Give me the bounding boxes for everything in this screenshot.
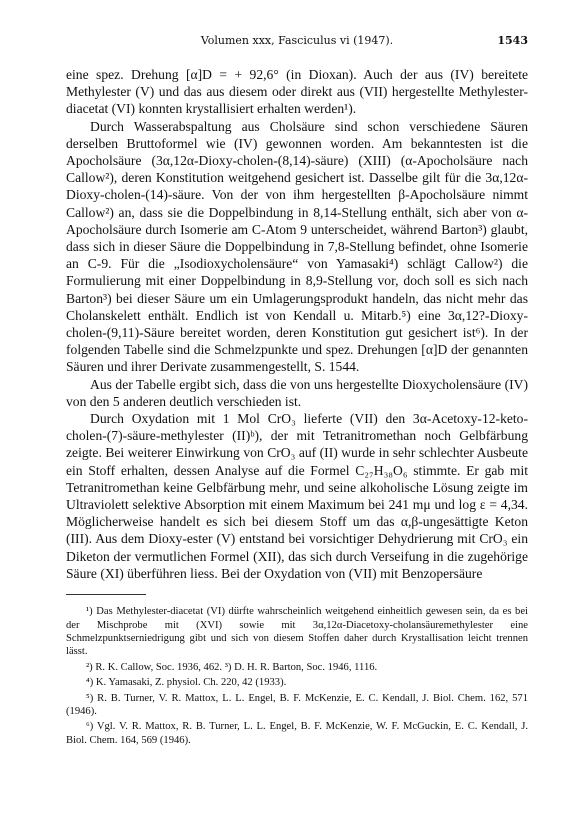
running-title: Volumen xxx, Fasciculus vi (1947). <box>200 34 394 47</box>
footnotes <box>66 605 528 747</box>
footnote: ⁶) Vgl. V. R. Mattox, R. B. Turner, L. L. Engel, B. F. McKenzie, W. F. McGuckin, E. C. Kendall, J. Biol. Chem. 164, 569 (1946). <box>66 721 528 746</box>
footnote: ¹) Das Methylester-diacetat (VI) dürfte wahrscheinlich weitgehend einheitlich gewesen sein, da es bei der Mischprobe mit (XVI) sowie mit 3α,12α-Diacetoxy-cholansäuremethylester eine Schmelzpunktserniedrigung gibt und sich von diesem Stoffen daher durch Krystallisation leicht trennen lässt. <box>66 606 528 658</box>
paragraph: Durch Oxydation mit 1 Mol CrO₃ lieferte (VII) den 3α-Acetoxy-12-keto-cholen-(7)-säure-methylester (II)ᵇ), der mit Tetranitromethan noch Gelbfärbung zeigte. Bei weiterer Einwirkung von CrO₃ auf (II) wurde in sehr schlechter Ausbeute ein Stoff erhalten, dessen Analyse auf die Formel C₂₇H₃₈O₆ stimmte. Er gab mit Tetranitromethan keine Gelbfärbung mehr, und seine alkoholische Lösung zeigte im Ultraviolett selektive Absorption mit einem Maximum bei 241 mμ und log ε = 4,34. Möglicherweise handelt es sich bei diesem Stoff um das α,β-ungesättigte Keton (III). Aus dem Dioxy-ester (V) entstand bei vorsichtiger Dehydrierung mit CrO₃ ein Diketon der vermutlichen Formel (XII), das sich durch Verseifung in die zugehörige Säure (XI) überführen liess. Bei der Oxydation von (VII) mit Benzopersäure <box>66 411 528 581</box>
paragraph: Durch Wasserabspaltung aus Cholsäure sind schon verschiedene Säuren derselben Bruttoformel wie (IV) gewonnen worden. Am bekanntesten ist die Apocholsäure (3α,12α-Dioxy-cholen-(8,14)-säure) (XIII) (α-Apocholsäure nach Callow²), deren Konstitution weitgehend gesichert ist. Dasselbe gilt für die 3α,12α-Dioxy-cholen-(14)-säure. Von der von ihm hergestellten β-Apocholsäure nimmt Callow²) an, dass sie die Doppelbindung in 8,14-Stellung enthält, sich aber von α-Apocholsäure durch Isomerie am C-Atom 9 unterscheidet, während Barton³) glaubt, dass sich in dieser Säure die Doppelbindung in 7,8-Stellung befindet, ohne Isomerie an C-9. Für die „Isodioxycholensäure“ von Yamasaki⁴) schlägt Callow²) die Formulierung mit einer Doppelbindung in 8,9-Stellung vor, doch soll es sich nach Barton³) bei dieser Säure um ein Umlagerungsprodukt handeln, das nicht mehr das Cholanskelett enthält. Endlich ist von Kendall u. Mitarb.⁵) eine 3α,12?-Dioxy-cholen-(9,11)-Säure bereitet worden, deren Konstitution gut gesichert ist⁶). In der folgenden Tabelle sind die Schmelzpunkte und spez. Drehungen [α]D der genannten Säuren und ihrer Derivate zusammengestellt, S. 1544. <box>66 118 528 375</box>
footnote-separator <box>66 594 146 595</box>
body-text <box>66 66 528 582</box>
running-header <box>66 34 528 52</box>
paragraph: eine spez. Drehung [α]D = + 92,6° (in Dioxan). Auch der aus (IV) bereitete Methylester (V) und das aus diesem oder direkt aus (VII) hergestellte Methylester-diacetat (VI) konnten krystallisiert erhalten werden¹). <box>66 67 528 117</box>
paragraph: Aus der Tabelle ergibt sich, dass die von uns hergestellte Dioxycholensäure (IV) von den 5 anderen deutlich verschieden ist. <box>66 376 528 409</box>
footnote: ²) R. K. Callow, Soc. 1936, 462. ³) D. H. R. Barton, Soc. 1946, 1116. <box>86 661 378 673</box>
footnote: ⁴) K. Yamasaki, Z. physiol. Ch. 220, 42 (1933). <box>86 677 287 689</box>
page-number: 1543 <box>497 34 528 47</box>
footnote: ⁵) R. B. Turner, V. R. Mattox, L. L. Engel, B. F. McKenzie, E. C. Kendall, J. Biol. Chem. 162, 571 (1946). <box>66 692 528 717</box>
